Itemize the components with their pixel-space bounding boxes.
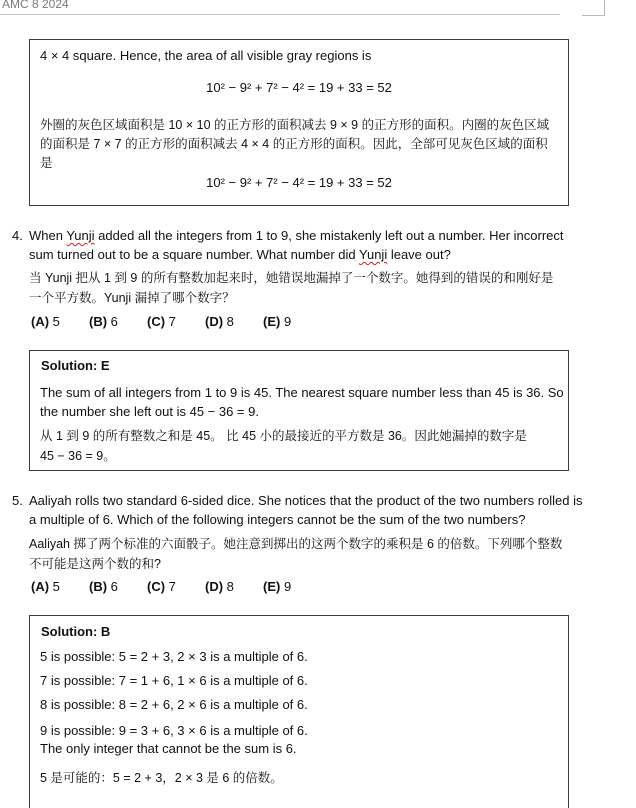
problem-5-en-line-2: a multiple of 6. Which of the following integers cannot be the sum of the two numbers? bbox=[29, 512, 526, 527]
prev-solution-intro: 4 × 4 square. Hence, the area of all visible gray regions is bbox=[40, 48, 372, 63]
solution-5-box bbox=[29, 615, 569, 808]
solution-5-heading: Solution: B bbox=[41, 624, 111, 639]
choice-label: (B) bbox=[89, 579, 108, 594]
solution-5-line-2: 7 is possible: 7 = 1 + 6, 1 × 6 is a multiple of 6. bbox=[40, 673, 308, 688]
choice-label: (E) bbox=[263, 579, 281, 594]
problem-5-choice-b bbox=[89, 579, 118, 595]
document-header-title: AMC 8 2024 bbox=[2, 0, 69, 11]
problem-4-en-2-a: sum turned out to be a square number. What number did bbox=[29, 247, 360, 262]
solution-5-cn-line-1: 5 是可能的：5 = 2 + 3，2 × 3 是 6 的倍数。 bbox=[40, 771, 283, 785]
solution-4-heading: Solution: E bbox=[41, 358, 110, 373]
problem-5-choice-d bbox=[205, 579, 234, 595]
solution-5-line-3: 8 is possible: 8 = 2 + 6, 2 × 6 is a multiple of 6. bbox=[40, 697, 308, 712]
prev-solution-cn-line-1: 外圈的灰色区域面积是 10 × 10 的正方形的面积减去 9 × 9 的正方形的面积。内圈的灰色区域 bbox=[40, 118, 550, 132]
problem-5-en-line-1: Aaliyah rolls two standard 6-sided dice. She notices that the product of the two numbers rolled is bbox=[29, 493, 583, 508]
solution-5-line-1: 5 is possible: 5 = 2 + 3, 2 × 3 is a multiple of 6. bbox=[40, 649, 308, 664]
choice-label: (A) bbox=[31, 314, 50, 329]
choice-value: 9 bbox=[283, 579, 292, 594]
prev-solution-formula-2: 10² − 9² + 7² − 4² = 19 + 33 = 52 bbox=[206, 175, 392, 190]
choice-label: (E) bbox=[263, 314, 281, 329]
choice-value: 6 bbox=[110, 579, 118, 594]
problem-4-choice-c bbox=[147, 314, 176, 330]
problem-5-cn-line-1: Aaliyah 掷了两个标准的六面骰子。她注意到掷出的这两个数字的乘积是 6 的倍数。下列哪个整数 bbox=[29, 537, 563, 551]
problem-5-choice-e bbox=[263, 579, 291, 595]
problem-4-cn-line-1: 当 Yunji 把从 1 到 9 的所有整数加起来时，她错误地漏掉了一个数字。她得到的错误的和刚好是 bbox=[29, 271, 554, 285]
prev-solution-cn-line-3: 是 bbox=[40, 156, 53, 170]
problem-4-name-spellcheck-2: Yunji bbox=[359, 247, 388, 262]
choice-value: 5 bbox=[52, 579, 60, 594]
solution-5-line-4: 9 is possible: 9 = 3 + 6, 3 × 6 is a multiple of 6. bbox=[40, 723, 308, 738]
choice-label: (C) bbox=[147, 579, 166, 594]
solution-4-en-line-2: the number she left out is 45 − 36 = 9. bbox=[40, 404, 259, 419]
problem-5-choice-a bbox=[31, 579, 60, 595]
solution-4-cn-line-2: 45 − 36 = 9。 bbox=[40, 449, 116, 463]
problem-4-en-line-1 bbox=[29, 228, 564, 244]
header-divider bbox=[0, 14, 560, 15]
problem-5-cn-line-2: 不可能是这两个数的和? bbox=[29, 557, 161, 571]
problem-4-en-1-a: When bbox=[29, 228, 67, 243]
choice-value: 8 bbox=[226, 314, 234, 329]
choice-value: 6 bbox=[110, 314, 118, 329]
choice-value: 7 bbox=[168, 314, 176, 329]
choice-label: (D) bbox=[205, 314, 224, 329]
choice-value: 5 bbox=[52, 314, 60, 329]
choice-value: 9 bbox=[283, 314, 292, 329]
problem-5-number: 5. bbox=[12, 493, 23, 508]
prev-solution-cn-line-2: 的面积是 7 × 7 的正方形的面积减去 4 × 4 的正方形的面积。因此，全部可见灰色区域的面积 bbox=[40, 137, 548, 151]
page-corner-mark bbox=[582, 0, 605, 16]
problem-4-en-line-2 bbox=[29, 247, 451, 263]
problem-4-cn-line-2: 一个平方数。Yunji 漏掉了哪个数字？ bbox=[29, 291, 235, 305]
problem-4-choices bbox=[31, 314, 331, 330]
problem-5-choices bbox=[31, 579, 331, 595]
solution-4-box bbox=[29, 350, 569, 471]
choice-label: (C) bbox=[147, 314, 166, 329]
problem-4-name-spellcheck: Yunji bbox=[66, 228, 95, 243]
problem-4-en-2-b: leave out? bbox=[387, 247, 451, 262]
problem-4-choice-e bbox=[263, 314, 291, 330]
choice-label: (D) bbox=[205, 579, 224, 594]
previous-solution-box bbox=[29, 39, 569, 206]
problem-4-number: 4. bbox=[12, 228, 23, 243]
choice-value: 8 bbox=[226, 579, 234, 594]
solution-4-cn-line-1: 从 1 到 9 的所有整数之和是 45。 比 45 小的最接近的平方数是 36。因此她漏掉的数字是 bbox=[40, 429, 527, 443]
problem-4-choice-b bbox=[89, 314, 118, 330]
solution-5-line-5: The only integer that cannot be the sum is 6. bbox=[40, 741, 297, 756]
problem-5-choice-c bbox=[147, 579, 176, 595]
choice-label: (A) bbox=[31, 579, 50, 594]
prev-solution-formula-1: 10² − 9² + 7² − 4² = 19 + 33 = 52 bbox=[206, 80, 392, 95]
choice-value: 7 bbox=[168, 579, 176, 594]
problem-4-choice-a bbox=[31, 314, 60, 330]
problem-4-choice-d bbox=[205, 314, 234, 330]
solution-4-en-line-1: The sum of all integers from 1 to 9 is 45. The nearest square number less than 45 is 36. So bbox=[40, 385, 564, 400]
choice-label: (B) bbox=[89, 314, 108, 329]
problem-4-en-1-b: added all the integers from 1 to 9, she mistakenly left out a number. Her incorrect bbox=[94, 228, 564, 243]
